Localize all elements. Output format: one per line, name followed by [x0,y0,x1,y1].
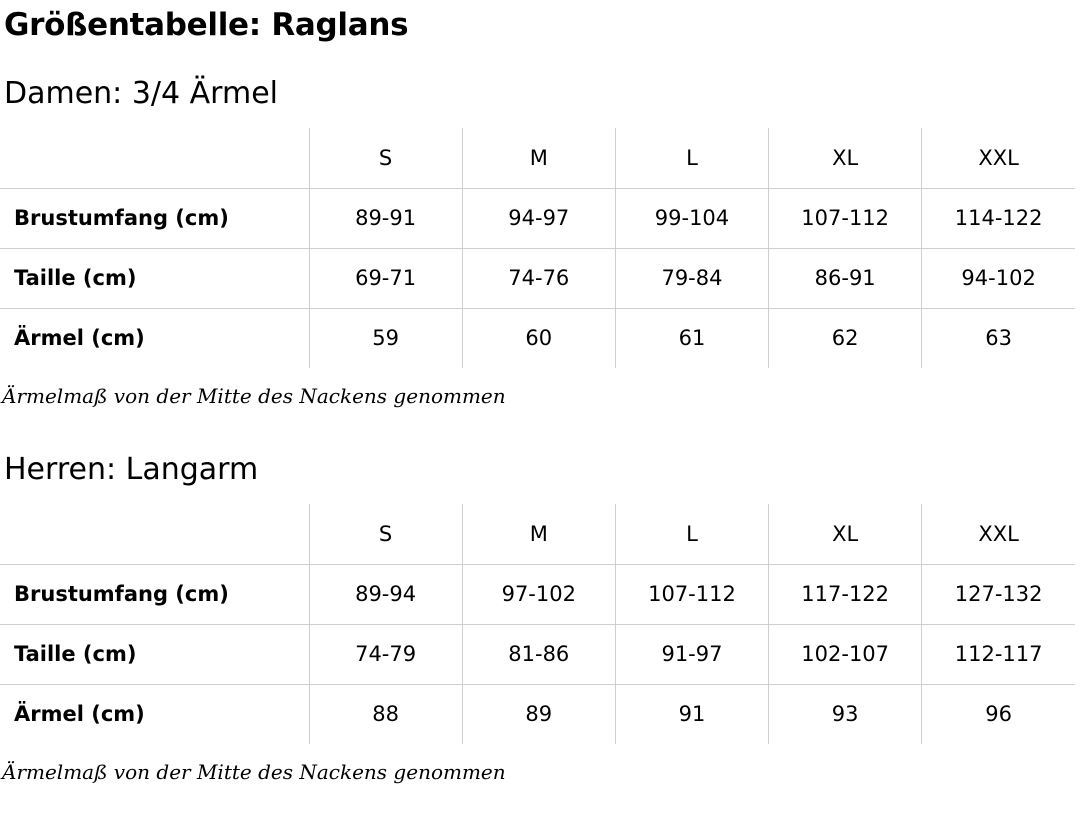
section-heading-men: Herren: Langarm [4,452,259,487]
table-cell: 74-79 [309,624,462,684]
table-cell: 69-71 [309,248,462,308]
table-cell: 94-97 [462,188,615,248]
column-header-xxl: XXL [922,128,1075,188]
row-label: Brustumfang (cm) [0,564,309,624]
table-cell: 127-132 [922,564,1075,624]
table-cell: 93 [769,684,922,744]
table-cell: 114-122 [922,188,1075,248]
table-row [0,564,1075,624]
table-row [0,248,1075,308]
column-header-m: M [462,128,615,188]
table-corner-cell [0,128,309,188]
table-header-row [0,504,1075,564]
table-cell: 86-91 [769,248,922,308]
column-header-xl: XL [769,504,922,564]
table-cell: 62 [769,308,922,368]
table-note-women: Ärmelmaß von der Mitte des Nackens genommen [2,384,506,408]
table-row [0,308,1075,368]
table-cell: 99-104 [615,188,768,248]
table-cell: 89-94 [309,564,462,624]
table-cell: 89 [462,684,615,744]
table-header-row [0,128,1075,188]
table-cell: 74-76 [462,248,615,308]
column-header-l: L [615,128,768,188]
table-cell: 96 [922,684,1075,744]
column-header-xxl: XXL [922,504,1075,564]
row-label: Ärmel (cm) [0,308,309,368]
table-row [0,684,1075,744]
table-cell: 79-84 [615,248,768,308]
column-header-s: S [309,504,462,564]
row-label: Taille (cm) [0,624,309,684]
table-cell: 89-91 [309,188,462,248]
table-note-men: Ärmelmaß von der Mitte des Nackens genommen [2,760,506,784]
table-cell: 81-86 [462,624,615,684]
size-chart-page [0,4,1080,786]
row-label: Brustumfang (cm) [0,188,309,248]
row-label: Taille (cm) [0,248,309,308]
size-table-men [0,504,1075,744]
column-header-l: L [615,504,768,564]
table-corner-cell [0,504,309,564]
table-row [0,188,1075,248]
table-cell: 107-112 [769,188,922,248]
table-cell: 59 [309,308,462,368]
table-row [0,624,1075,684]
table-cell: 88 [309,684,462,744]
column-header-s: S [309,128,462,188]
table-cell: 91 [615,684,768,744]
table-cell: 117-122 [769,564,922,624]
page-title: Größentabelle: Raglans [4,7,409,43]
table-cell: 94-102 [922,248,1075,308]
section-heading-women: Damen: 3/4 Ärmel [4,76,278,111]
column-header-xl: XL [769,128,922,188]
table-cell: 63 [922,308,1075,368]
size-table-women [0,128,1075,368]
table-cell: 61 [615,308,768,368]
table-cell: 91-97 [615,624,768,684]
table-cell: 107-112 [615,564,768,624]
table-cell: 60 [462,308,615,368]
table-cell: 102-107 [769,624,922,684]
column-header-m: M [462,504,615,564]
table-cell: 97-102 [462,564,615,624]
table-cell: 112-117 [922,624,1075,684]
row-label: Ärmel (cm) [0,684,309,744]
